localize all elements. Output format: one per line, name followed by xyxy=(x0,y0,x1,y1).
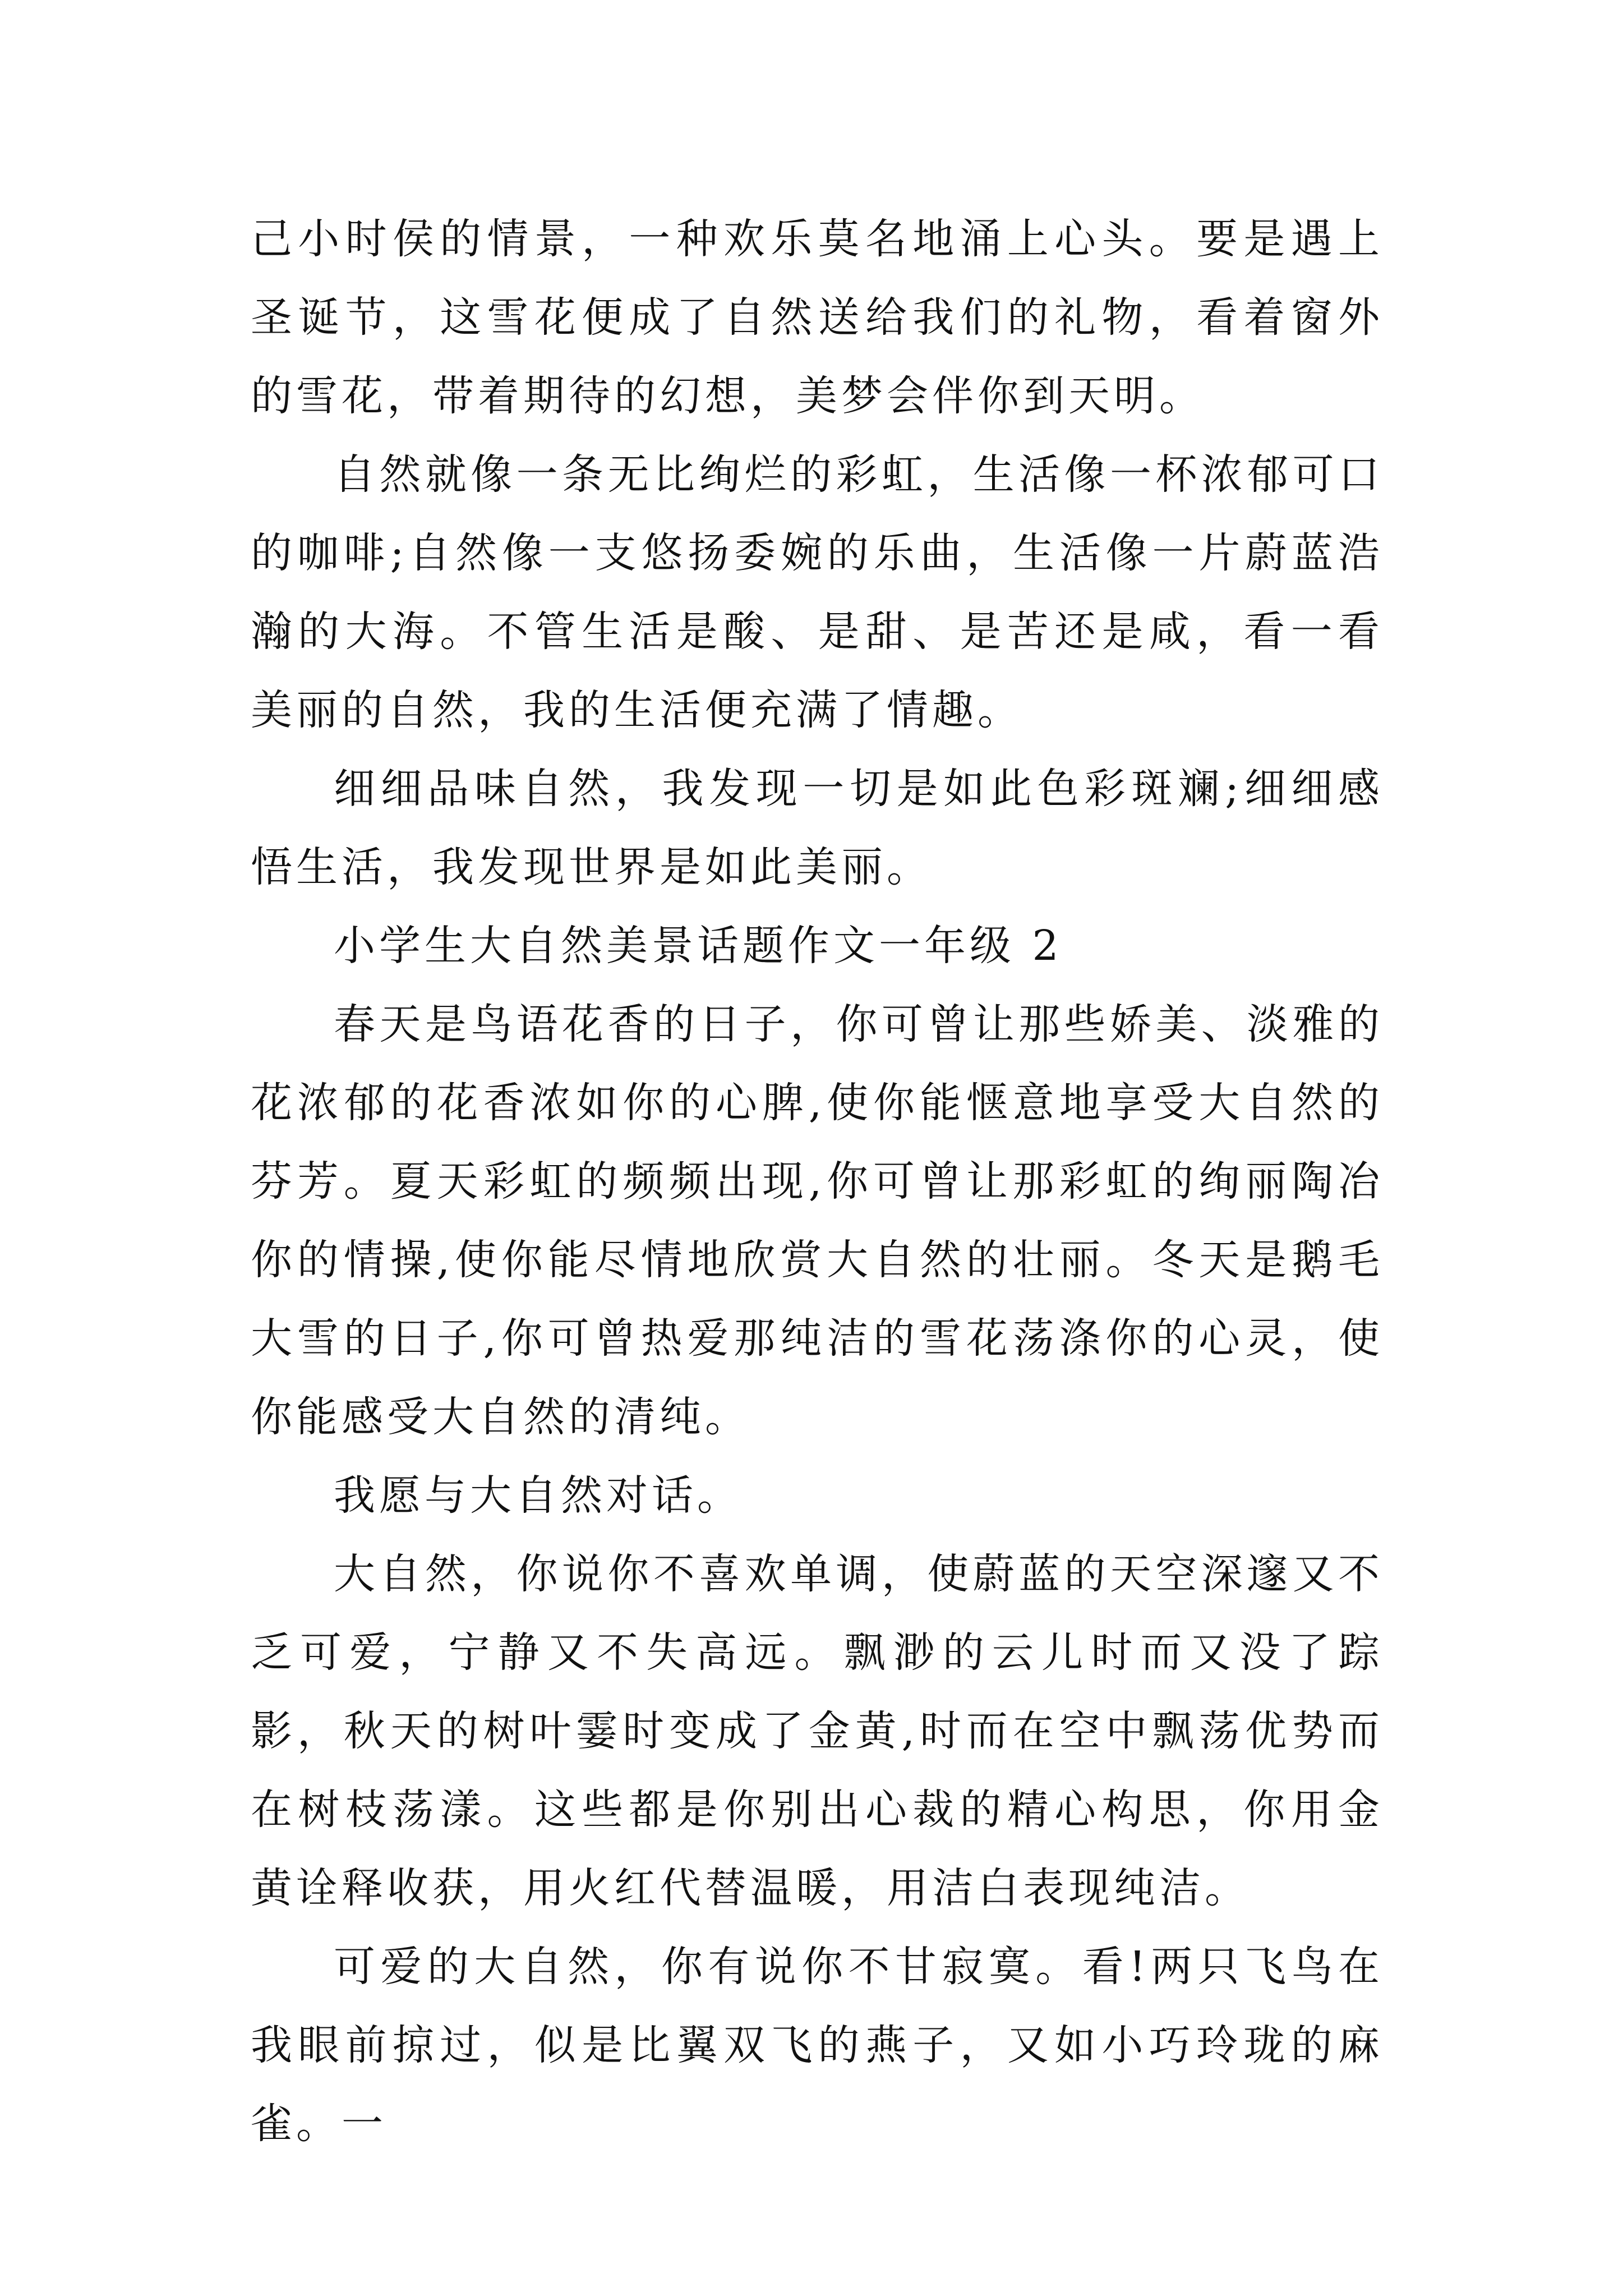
paragraph-savor-nature: 细细品味自然，我发现一切是如此色彩斑斓;细细感悟生活，我发现世界是如此美丽。 xyxy=(251,765,1384,891)
paragraph-dialogue: 我愿与大自然对话。 xyxy=(334,1471,743,1520)
paragraph-nature-and-life: 自然就像一条无比绚烂的彩虹，生活像一杯浓郁可口的咖啡;自然像一支悠扬委婉的乐曲，生活像一片蔚蓝浩瀚的大海。不管生活是酸、是甜、是苦还是咸，看一看美丽的自然，我的生活便充满了情趣。 xyxy=(251,450,1384,734)
paragraph-seasons: 春天是鸟语花香的日子，你可曾让那些娇美、淡雅的花浓郁的花香浓如你的心脾,使你能惬意地享受大自然的芬芳。夏天彩虹的频频出现,你可曾让那彩虹的绚丽陶冶你的情操,使你能尽情地欣赏大自然的壮丽。冬天是鹅毛大雪的日子,你可曾热爱那纯洁的雪花荡涤你的心灵，使你能感受大自然的清纯。 xyxy=(251,1000,1384,1441)
article-body xyxy=(251,200,1384,2163)
essay-heading: 小学生大自然美景话题作文一年级 2 xyxy=(334,922,1063,970)
paragraph-sky-and-leaves: 大自然，你说你不喜欢单调，使蔚蓝的天空深邃又不乏可爱，宁静又不失高远。飘渺的云儿时而又没了踪影，秋天的树叶霎时变成了金黄,时而在空中飘荡优势而在树枝荡漾。这些都是你别出心裁的精心构思，你用金黄诠释收获，用火红代替温暖，用洁白表现纯洁。 xyxy=(251,1550,1384,1912)
paragraph-birds: 可爱的大自然，你有说你不甘寂寞。看!两只飞鸟在我眼前掠过，似是比翼双飞的燕子，又如小巧玲珑的麻雀。一 xyxy=(251,1943,1384,2148)
paragraph-continued: 己小时侯的情景，一种欢乐莫名地涌上心头。要是遇上圣诞节，这雪花便成了自然送给我们的礼物，看着窗外的雪花，带着期待的幻想，美梦会伴你到天明。 xyxy=(251,215,1384,420)
